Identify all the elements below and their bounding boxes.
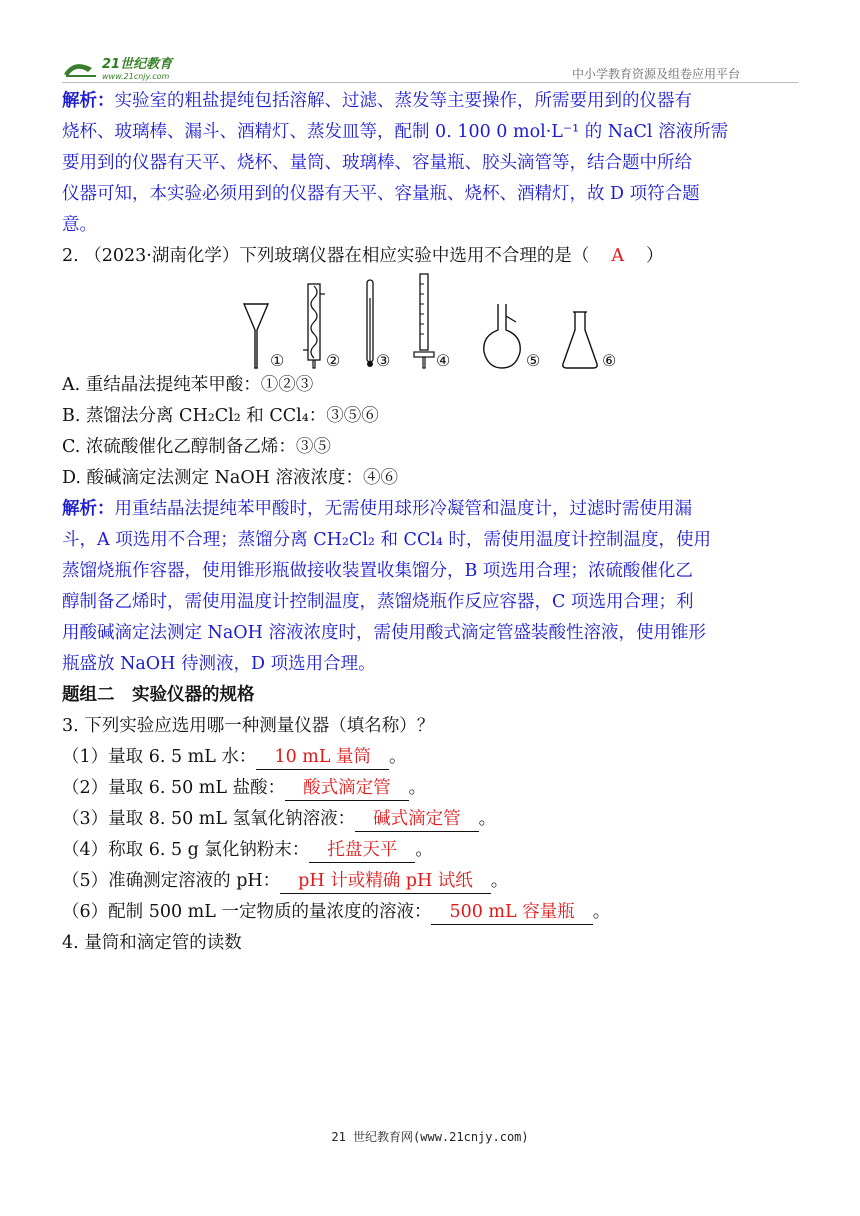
figure-label-6: ⑥ xyxy=(602,351,617,370)
q2-option-c: C. 浓硫酸催化乙醇制备乙烯：③⑤ xyxy=(62,437,331,457)
figure-label-5: ⑤ xyxy=(526,351,541,370)
figure-label-1: ① xyxy=(270,351,285,370)
glassware-figure xyxy=(242,272,662,370)
q3-item-6-prefix: （6）配制 500 mL 一定物质的量浓度的溶液： xyxy=(62,902,432,922)
group-2-title: 题组二 实验仪器的规格 xyxy=(62,685,255,705)
analysis-2-line-1: 斗，A 项选用不合理；蒸馏分离 CH₂Cl₂ 和 CCl₄ 时，需使用温度计控制温度，使用 xyxy=(62,530,712,550)
q3-item-4-suffix: 。 xyxy=(415,840,433,860)
q3-item-4-prefix: （4）称取 6. 5 g 氯化钠粉末： xyxy=(62,840,310,860)
q2-stem-text: 2. （2023·湖南化学）下列玻璃仪器在相应实验中选用不合理的是（ xyxy=(62,246,590,266)
analysis-2-line-5: 瓶盛放 NaOH 待测液，D 项选用合理。 xyxy=(62,654,376,674)
analysis-1-line-1: 烧杯、玻璃棒、漏斗、酒精灯、蒸发皿等，配制 0. 100 0 mol·L⁻¹ 的 NaCl 溶液所需 xyxy=(62,122,729,142)
q3-item-3-suffix: 。 xyxy=(478,809,497,829)
funnel-icon xyxy=(242,290,270,370)
q3-item-3-prefix: （3）量取 8. 50 mL 氢氧化钠溶液： xyxy=(62,809,356,829)
q2-answer: A xyxy=(611,246,624,266)
figure-label-2: ② xyxy=(326,351,341,370)
erlenmeyer-flask-icon xyxy=(560,310,600,370)
analysis-1-line-4: 意。 xyxy=(62,215,97,235)
q3-answer-6: 500 mL 容量瓶 xyxy=(449,902,575,922)
logo xyxy=(62,54,222,82)
q2-option-b: B. 蒸馏法分离 CH₂Cl₂ 和 CCl₄：③⑤⑥ xyxy=(62,406,379,426)
analysis-1-line-3: 仪器可知，本实验必须用到的仪器有天平、容量瓶、烧杯、酒精灯，故 D 项符合题 xyxy=(62,184,700,204)
analysis-label: 解析： xyxy=(62,91,115,111)
q2-stem-end: ） xyxy=(646,246,664,266)
question-4-stem: 4. 量筒和滴定管的读数 xyxy=(62,933,242,953)
thermometer-icon xyxy=(364,278,376,370)
page-header xyxy=(62,54,802,84)
q3-item-1 xyxy=(62,742,802,773)
analysis-2-label: 解析： xyxy=(62,499,115,519)
q3-item-5-suffix: 。 xyxy=(490,871,509,891)
logo-text: 21世纪教育 xyxy=(102,57,173,72)
q3-answer-1: 10 mL 量筒 xyxy=(274,747,372,767)
bulb-condenser-icon xyxy=(302,282,326,370)
q3-item-3 xyxy=(62,804,802,835)
page-footer: 21 世纪教育网(www.21cnjy.com) xyxy=(331,1130,529,1144)
q3-answer-2: 酸式滴定管 xyxy=(303,778,391,798)
burette-icon xyxy=(412,272,436,370)
header-tagline: 中小学教育资源及组卷应用平台 xyxy=(571,67,740,81)
q3-answer-5: pH 计或精确 pH 试纸 xyxy=(298,871,473,891)
q3-item-6 xyxy=(62,897,802,928)
q3-item-1-prefix: （1）量取 6. 5 mL 水： xyxy=(62,747,257,767)
analysis-2-line-3: 醇制备乙烯时，需使用温度计控制温度，蒸馏烧瓶作反应容器，C 项选用合理；利 xyxy=(62,592,694,612)
analysis-1 xyxy=(62,86,802,241)
distilling-flask-icon xyxy=(480,302,524,370)
q3-item-5 xyxy=(62,866,802,897)
analysis-1-line-0: 实验室的粗盐提纯包括溶解、过滤、蒸发等主要操作，所需要用到的仪器有 xyxy=(114,91,692,111)
question-2-stem xyxy=(62,241,802,272)
analysis-2-line-0: 用重结晶法提纯苯甲酸时，无需使用球形冷凝管和温度计，过滤时需使用漏 xyxy=(114,499,692,519)
q2-option-a: A. 重结晶法提纯苯甲酸：①②③ xyxy=(62,375,314,395)
q3-answer-4: 托盘天平 xyxy=(327,840,398,860)
q3-item-4 xyxy=(62,835,802,866)
document-body xyxy=(62,86,802,959)
q3-item-2 xyxy=(62,773,802,804)
analysis-2 xyxy=(62,494,802,680)
q3-item-5-prefix: （5）准确测定溶液的 pH： xyxy=(62,871,281,891)
q3-item-2-suffix: 。 xyxy=(408,778,427,798)
header-divider xyxy=(62,82,798,83)
analysis-2-line-4: 用酸碱滴定法测定 NaOH 溶液浓度时，需使用酸式滴定管盛装酸性溶液，使用锥形 xyxy=(62,623,706,643)
figure-label-4: ④ xyxy=(436,351,451,370)
question-3-stem: 3. 下列实验应选用哪一种测量仪器（填名称）？ xyxy=(62,716,435,736)
logo-url: www.21cnjy.com xyxy=(102,72,170,81)
analysis-1-line-2: 要用到的仪器有天平、烧杯、量筒、玻璃棒、容量瓶、胶头滴管等，结合题中所给 xyxy=(62,153,692,173)
q3-item-6-suffix: 。 xyxy=(592,902,611,922)
analysis-2-line-2: 蒸馏烧瓶作容器，使用锥形瓶做接收装置收集馏分，B 项选用合理；浓硫酸催化乙 xyxy=(62,561,693,581)
figure-label-3: ③ xyxy=(376,351,391,370)
q2-option-d: D. 酸碱滴定法测定 NaOH 溶液浓度：④⑥ xyxy=(62,468,399,488)
q3-item-2-prefix: （2）量取 6. 50 mL 盐酸： xyxy=(62,778,286,798)
q3-answer-3: 碱式滴定管 xyxy=(373,809,461,829)
q3-item-1-suffix: 。 xyxy=(389,747,407,767)
